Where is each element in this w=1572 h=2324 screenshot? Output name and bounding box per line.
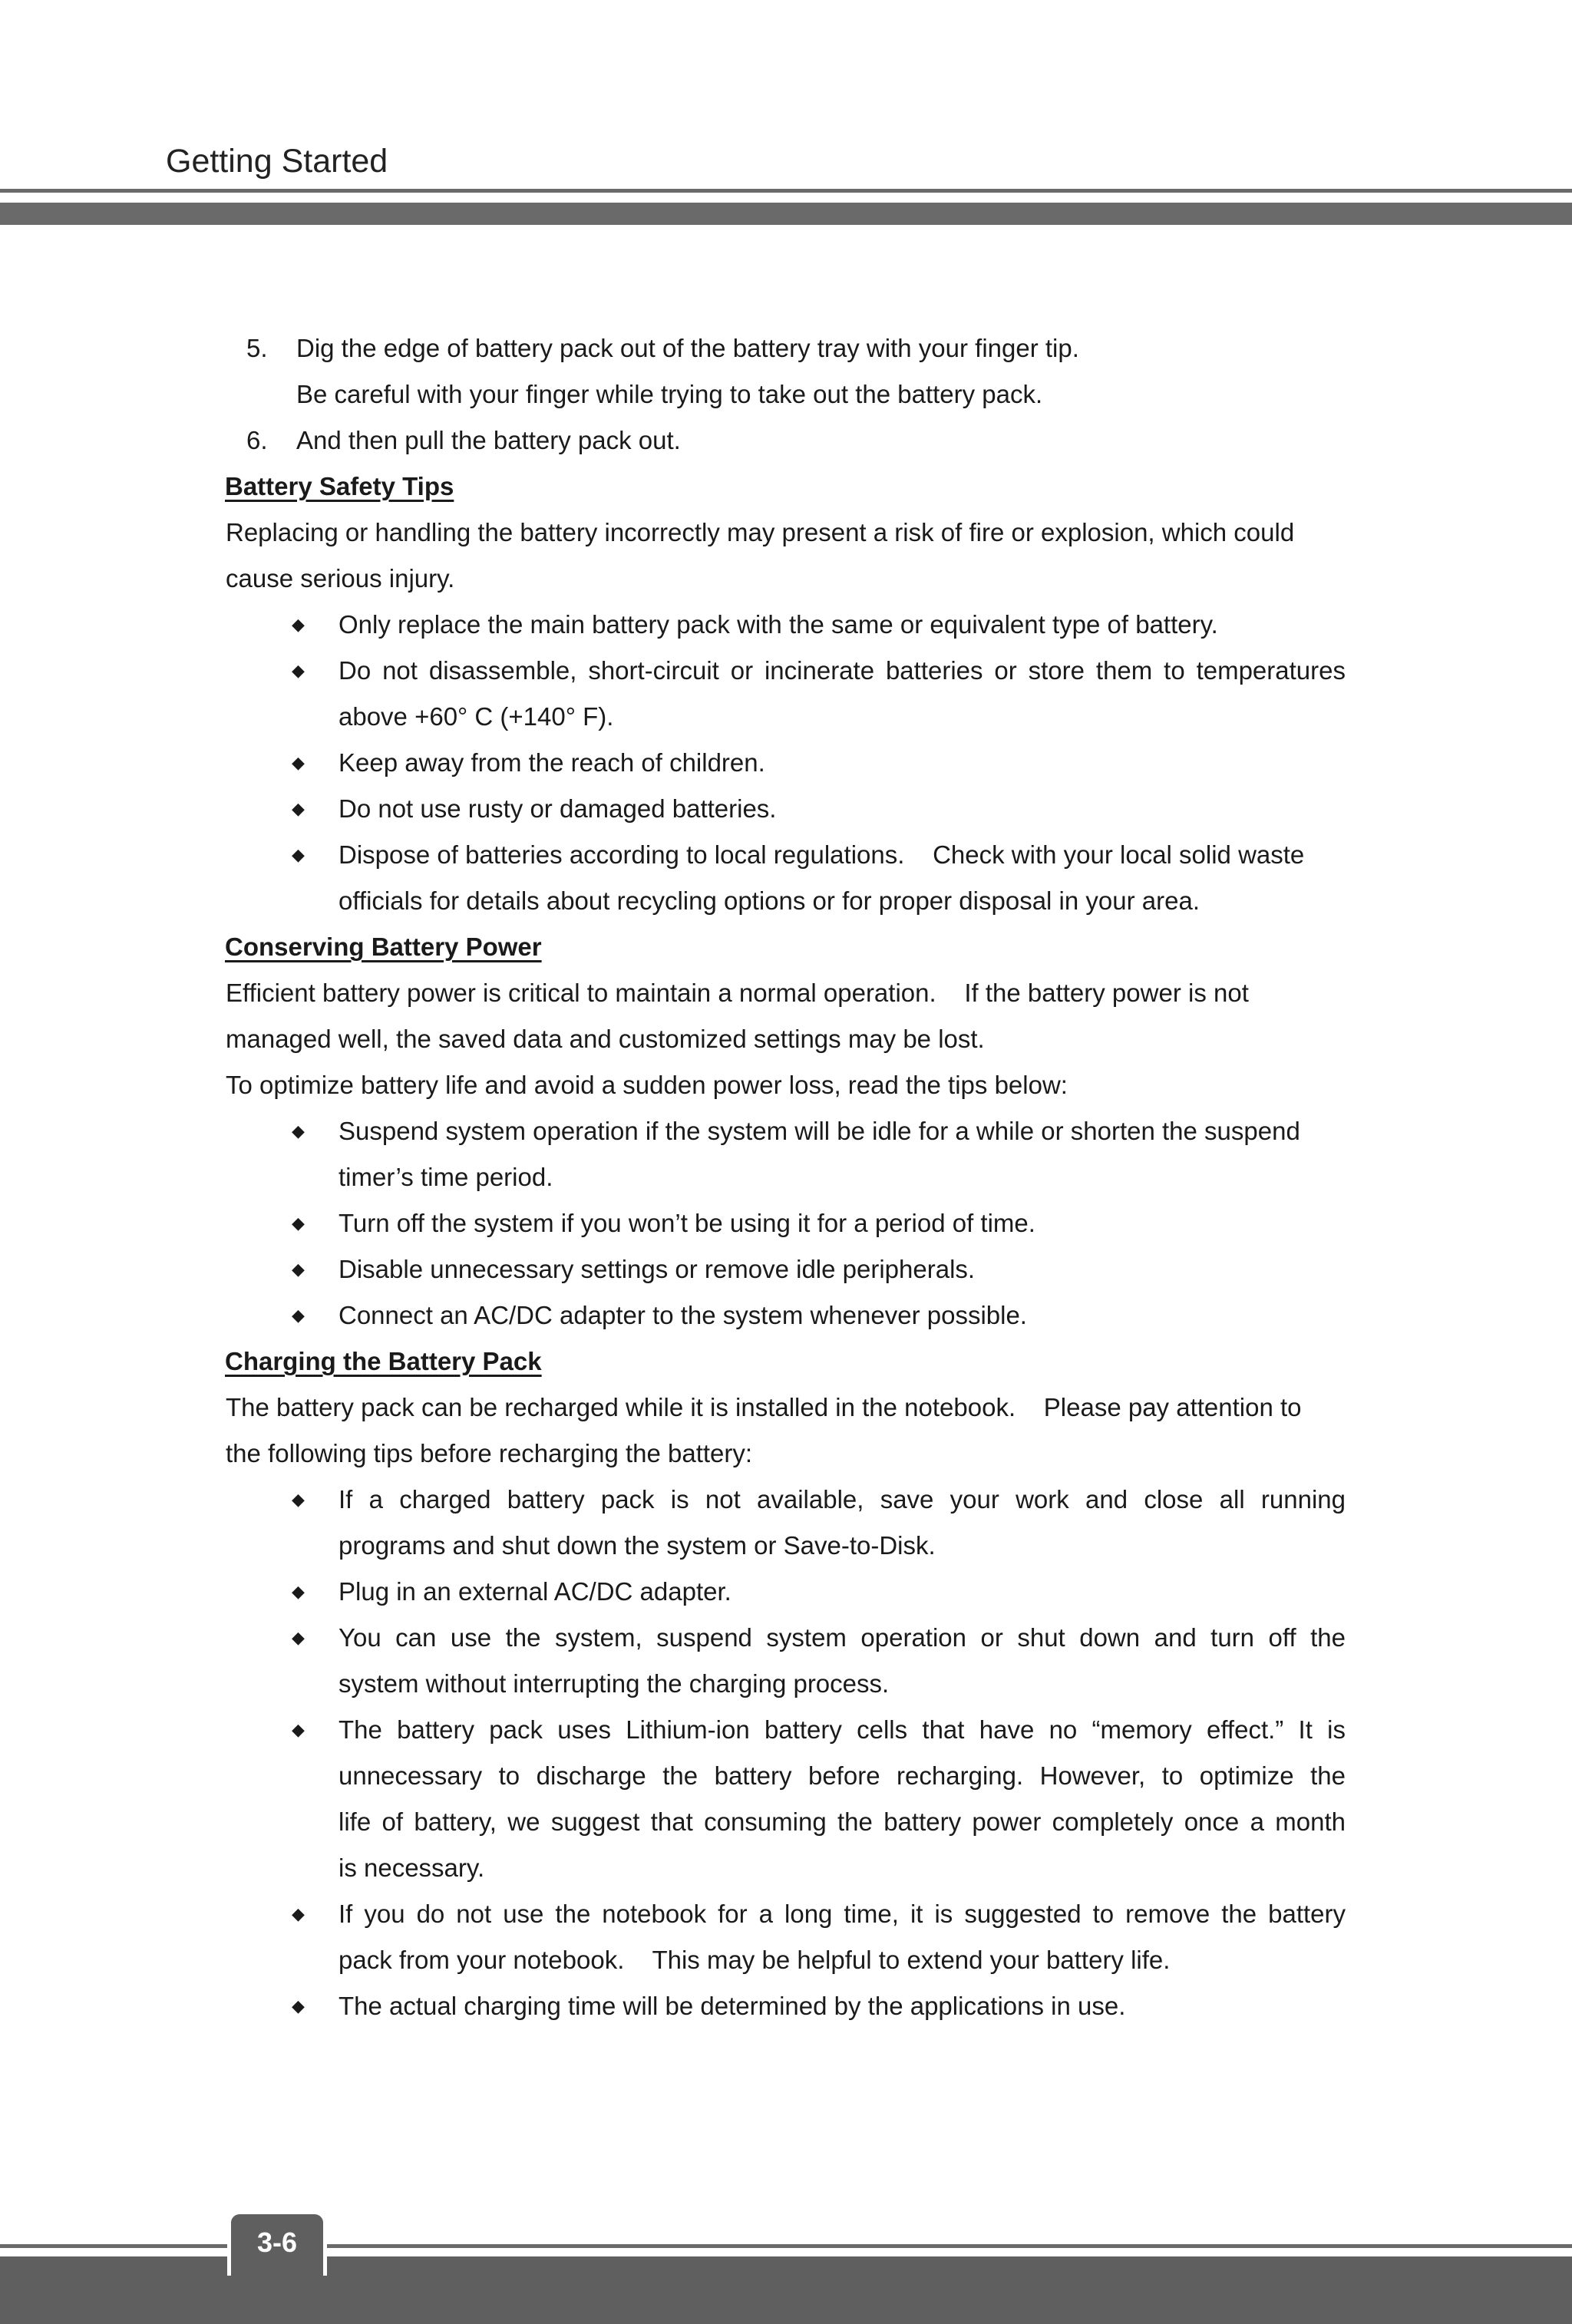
page-number: 3-6: [256, 2227, 298, 2258]
bullet-text: programs and shut down the system or Save-to-Disk.: [339, 1531, 936, 1560]
bullet-text: system without interrupting the charging process.: [339, 1669, 890, 1698]
diamond-bullet-icon: ◆: [292, 1121, 305, 1141]
page-content: [0, 325, 1572, 2029]
header-thick-rule: [0, 203, 1572, 225]
list-item: [0, 1246, 1572, 1292]
bullet-text: unnecessary to discharge the battery before recharging. However, to optimize the: [339, 1761, 1346, 1790]
paragraph-line: [0, 1385, 1572, 1431]
bullet-text: life of battery, we suggest that consuming the battery power completely once a month: [339, 1807, 1346, 1836]
conserving-intro-text: To optimize battery life and avoid a sudden power loss, read the tips below:: [226, 1071, 1068, 1099]
list-item: [0, 1477, 1572, 1523]
list-item-continued: [0, 1799, 1572, 1845]
list-item: [0, 1983, 1572, 2029]
bullet-text: If a charged battery pack is not available, save your work and close all running: [339, 1485, 1346, 1514]
diamond-bullet-icon: ◆: [292, 1490, 305, 1509]
diamond-bullet-icon: ◆: [292, 1213, 305, 1233]
bullet-text: You can use the system, suspend system operation or shut down and turn off the: [339, 1623, 1346, 1652]
diamond-bullet-icon: ◆: [292, 799, 305, 818]
paragraph-line: [0, 1016, 1572, 1062]
diamond-bullet-icon: ◆: [292, 1628, 305, 1647]
step-text: And then pull the battery pack out.: [296, 426, 681, 454]
bullet-text: Dispose of batteries according to local regulations. Check with your local solid waste: [339, 840, 1305, 869]
list-item-continued: [0, 1845, 1572, 1891]
charging-intro-text: the following tips before recharging the battery:: [226, 1439, 753, 1467]
step-text: Be careful with your finger while trying to take out the battery pack.: [296, 380, 1043, 408]
bullet-text: Keep away from the reach of children.: [339, 748, 765, 777]
diamond-bullet-icon: ◆: [292, 1904, 305, 1923]
safety-intro-text: cause serious injury.: [226, 564, 455, 593]
bullet-text: Plug in an external AC/DC adapter.: [339, 1577, 732, 1606]
list-item: [0, 1200, 1572, 1246]
list-item: [0, 1707, 1572, 1753]
diamond-bullet-icon: ◆: [292, 753, 305, 772]
diamond-bullet-icon: ◆: [292, 1259, 305, 1279]
list-item-continued: [0, 1523, 1572, 1569]
charging-intro-text: The battery pack can be recharged while it is installed in the notebook. Please pay attention to: [226, 1393, 1302, 1421]
list-item-continued: [0, 878, 1572, 924]
bullet-text: Do not use rusty or damaged batteries.: [339, 794, 777, 823]
page-header-title: Getting Started: [166, 143, 388, 180]
bullet-text: timer’s time period.: [339, 1163, 553, 1191]
step-text: Dig the edge of battery pack out of the battery tray with your finger tip.: [296, 334, 1079, 362]
list-item: [0, 1292, 1572, 1339]
diamond-bullet-icon: ◆: [292, 1582, 305, 1601]
step-item: [0, 418, 1572, 464]
paragraph-line: [0, 1431, 1572, 1477]
list-item-continued: [0, 1154, 1572, 1200]
bullet-text: officials for details about recycling options or for proper disposal in your area.: [339, 886, 1200, 915]
bullet-text: Connect an AC/DC adapter to the system whenever possible.: [339, 1301, 1027, 1329]
step-item-continued: [0, 371, 1572, 418]
diamond-bullet-icon: ◆: [292, 661, 305, 680]
paragraph-line: [0, 510, 1572, 556]
diamond-bullet-icon: ◆: [292, 615, 305, 634]
bullet-text: above +60° C (+140° F).: [339, 702, 614, 731]
list-item: [0, 740, 1572, 786]
list-item-continued: [0, 694, 1572, 740]
bullet-text: pack from your notebook. This may be helpful to extend your battery life.: [339, 1946, 1171, 1974]
paragraph-line: [0, 970, 1572, 1016]
section-heading-battery-safety-tips: Battery Safety Tips: [225, 472, 454, 500]
header-thin-rule: [0, 189, 1572, 193]
list-item-continued: [0, 1661, 1572, 1707]
step-item: [0, 325, 1572, 371]
section-heading-conserving-battery-power: Conserving Battery Power: [225, 933, 542, 961]
bullet-text: is necessary.: [339, 1854, 485, 1882]
section-heading-charging-the-battery-pack: Charging the Battery Pack: [225, 1347, 542, 1375]
list-item: [0, 648, 1572, 694]
bullet-text: If you do not use the notebook for a long time, it is suggested to remove the battery: [339, 1900, 1346, 1928]
section-heading-row: [0, 924, 1572, 970]
bullet-text: The actual charging time will be determined by the applications in use.: [339, 1992, 1126, 2020]
paragraph-line: [0, 1062, 1572, 1108]
list-item: [0, 1891, 1572, 1937]
list-item: [0, 786, 1572, 832]
list-item: [0, 832, 1572, 878]
bullet-text: Only replace the main battery pack with the same or equivalent type of battery.: [339, 610, 1218, 639]
bullet-text: Do not disassemble, short-circuit or incinerate batteries or store them to temperatures: [339, 656, 1346, 685]
bullet-text: Suspend system operation if the system will be idle for a while or shorten the suspend: [339, 1117, 1300, 1145]
paragraph-line: [0, 556, 1572, 602]
list-item-continued: [0, 1753, 1572, 1799]
step-number: 6.: [246, 426, 268, 454]
conserving-intro-text: managed well, the saved data and customized settings may be lost.: [226, 1025, 985, 1053]
bullet-text: Turn off the system if you won’t be using it for a period of time.: [339, 1209, 1035, 1237]
conserving-intro-text: Efficient battery power is critical to maintain a normal operation. If the battery power is not: [226, 979, 1249, 1007]
diamond-bullet-icon: ◆: [292, 1720, 305, 1739]
bullet-text: Disable unnecessary settings or remove idle peripherals.: [339, 1255, 976, 1283]
diamond-bullet-icon: ◆: [292, 845, 305, 864]
list-item: [0, 1569, 1572, 1615]
section-heading-row: [0, 464, 1572, 510]
list-item: [0, 1615, 1572, 1661]
list-item-continued: [0, 1937, 1572, 1983]
list-item: [0, 1108, 1572, 1154]
diamond-bullet-icon: ◆: [292, 1306, 305, 1325]
safety-intro-text: Replacing or handling the battery incorrectly may present a risk of fire or explosion, which could: [226, 518, 1295, 546]
section-heading-row: [0, 1339, 1572, 1385]
diamond-bullet-icon: ◆: [292, 1996, 305, 2015]
list-item: [0, 602, 1572, 648]
bullet-text: The battery pack uses Lithium-ion battery cells that have no “memory effect.” It is: [339, 1715, 1346, 1744]
step-number: 5.: [246, 334, 268, 362]
